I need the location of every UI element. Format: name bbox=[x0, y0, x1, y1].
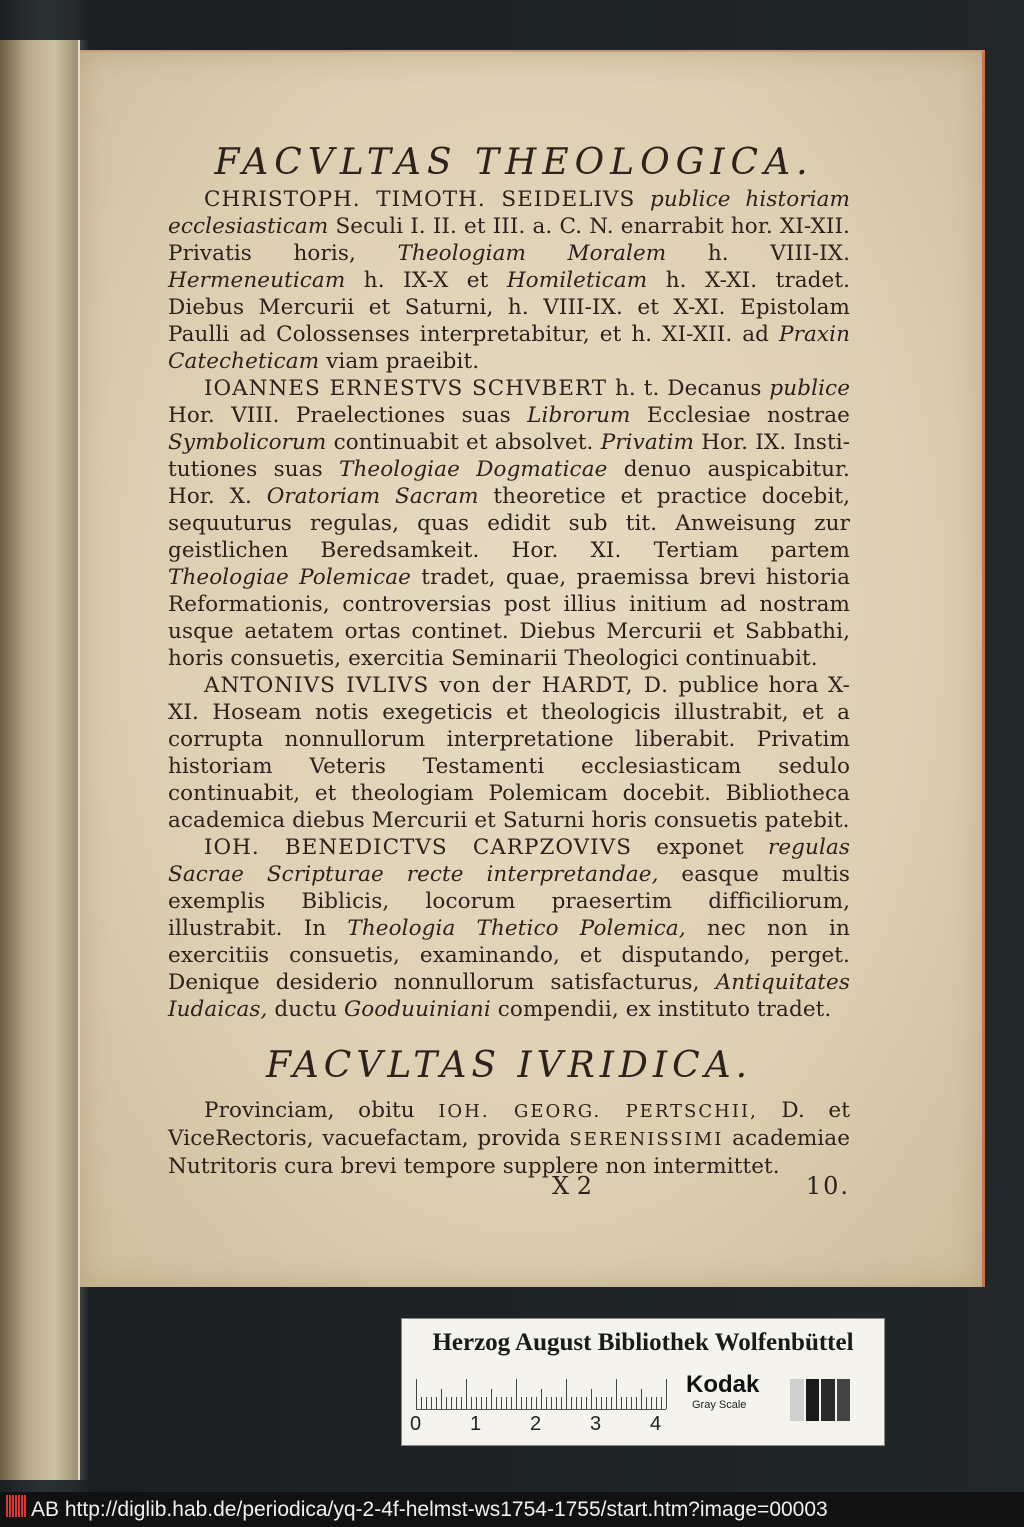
ruler-tick bbox=[616, 1379, 617, 1409]
scale-label: 3 bbox=[590, 1413, 602, 1435]
ruler-tick bbox=[636, 1397, 637, 1409]
scale-ruler bbox=[416, 1375, 666, 1410]
ruler-tick bbox=[491, 1389, 492, 1409]
ruler-tick bbox=[666, 1379, 667, 1409]
color-calibration-card bbox=[401, 1318, 885, 1446]
professor-name: ANTONIVS IVLIVS von der HARDT, D. bbox=[204, 673, 669, 698]
source-url: http://diglib.hab.de/periodica/yq-2-4f-helmst-ws1754-1755/start.htm?image=00003 bbox=[64, 1498, 828, 1521]
page-text bbox=[168, 140, 850, 1180]
ruler-tick bbox=[641, 1389, 642, 1409]
ruler-tick bbox=[511, 1397, 512, 1409]
page-number: 10. bbox=[805, 1172, 850, 1200]
ruler-tick bbox=[456, 1397, 457, 1409]
scale-label: 1 bbox=[470, 1413, 482, 1435]
ruler-tick bbox=[431, 1397, 432, 1409]
ruler-tick bbox=[601, 1397, 602, 1409]
ruler-tick bbox=[611, 1397, 612, 1409]
ruler-tick bbox=[571, 1397, 572, 1409]
signature-mark: X 2 bbox=[552, 1172, 592, 1200]
ruler-tick bbox=[486, 1397, 487, 1409]
ruler-tick bbox=[546, 1397, 547, 1409]
ruler-tick bbox=[481, 1397, 482, 1409]
ruler-tick bbox=[476, 1397, 477, 1409]
heading-theology: FACVLTAS THEOLOGICA. bbox=[214, 142, 814, 183]
page-footer bbox=[168, 1172, 850, 1208]
ruler-tick bbox=[586, 1397, 587, 1409]
ruler-tick bbox=[466, 1379, 467, 1409]
ruler-tick bbox=[536, 1397, 537, 1409]
scale-labels bbox=[410, 1413, 680, 1437]
scale-label: 4 bbox=[650, 1413, 662, 1435]
ruler-tick bbox=[516, 1379, 517, 1409]
professor-name: IOH. BENEDICTVS CARPZOVIVS bbox=[204, 835, 632, 860]
ruler-tick bbox=[591, 1389, 592, 1409]
ruler-tick bbox=[521, 1397, 522, 1409]
paragraph-carpzovius: IOH. BENEDICTVS CARPZOVIVS exponet regulas Sacrae Scripturae recte interpretandae, easque multis exemplis Biblicis, locorum praesertim difficiliorum, illustrabit. In Theologia Thetico Polemica, nec non in exercitiis consuetis, examinando, et disputando, perget. Denique desiderio nonnullorum satisfacturus, Antiquitates Iudaicas, ductu Gooduuiniani compendii, ex instituto tradet. bbox=[168, 835, 851, 1022]
ruler-tick bbox=[461, 1397, 462, 1409]
ruler-tick bbox=[541, 1389, 542, 1409]
gray-scale-swatch bbox=[790, 1379, 850, 1421]
ruler-tick bbox=[501, 1397, 502, 1409]
paragraph-seidelius: CHRISTOPH. TIMOTH. SEIDELIVS publice historiam ecclesiasticam Seculi I. II. et III. a. C. N. enarrabit hor. XI-XII. Privatis horis, Theologiam Moralem h. VIII-IX. Hermeneuticam h. IX-X et Homileticam h. X-XI. tradet. Diebus Mercurii et Saturni, h. VIII-IX. et X-XI. Epistolam Paulli ad Colossenses interpretabitur, et h. XI-XII. ad Praxin Catecheticam viam praeibit. bbox=[168, 187, 851, 374]
ruler-tick bbox=[421, 1397, 422, 1409]
ruler-tick bbox=[446, 1397, 447, 1409]
professor-name: CHRISTOPH. TIMOTH. SEIDELIVS bbox=[204, 187, 636, 212]
ruler-tick bbox=[496, 1397, 497, 1409]
ruler-tick bbox=[436, 1397, 437, 1409]
ruler-tick bbox=[526, 1397, 527, 1409]
ruler-tick bbox=[451, 1397, 452, 1409]
professor-name: IOANNES ERNESTVS SCHVBERT bbox=[204, 376, 608, 401]
url-prefix: AB bbox=[31, 1498, 60, 1521]
scale-label: 0 bbox=[410, 1413, 422, 1435]
ruler-tick bbox=[631, 1397, 632, 1409]
ruler-tick bbox=[531, 1397, 532, 1409]
paragraph-schubert: IOANNES ERNESTVS SCHVBERT h. t. Decanus publice Hor. VIII. Praelectiones suas Librorum Ecclesiae nostrae Symbolicorum continuabit et absolvet. Privatim Hor. IX. Institutiones suas Theologiae Dogmaticae denuo auspicabitur. Hor. X. Oratoriam Sacram theoretice et practice docebit, sequuturus regulas, quas edidit sub tit. Anweisung zur geistlichen Beredsamkeit. Hor. XI. Tertiam partem Theologiae Polemicae tradet, quae, praemissa brevi historia Reformationis, controversias post illius initium ad nostram usque aetatem ortas continet. Diebus Mercurii et Sabbathi, horis consuetis, exercitia Seminarii Theologici continuabit. bbox=[168, 376, 851, 671]
url-bar bbox=[0, 1492, 1024, 1527]
paragraph-law: Provinciam, obitu IOH. GEORG. PERTSCHII, D. et ViceRectoris, vacuefactam, provida SERENISSIMI academiae Nutritoris cura brevi tempore supplere non intermittet. bbox=[168, 1098, 851, 1179]
ruler-tick bbox=[576, 1397, 577, 1409]
ruler-tick bbox=[506, 1397, 507, 1409]
ruler-tick bbox=[561, 1397, 562, 1409]
barcode-icon bbox=[6, 1493, 27, 1527]
ruler-tick bbox=[626, 1397, 627, 1409]
facing-page-edge bbox=[0, 40, 81, 1480]
heading-law: FACVLTAS IVRIDICA. bbox=[265, 1045, 753, 1086]
ruler-tick bbox=[606, 1397, 607, 1409]
ruler-tick bbox=[581, 1397, 582, 1409]
ruler-tick bbox=[661, 1397, 662, 1409]
ruler-tick bbox=[551, 1397, 552, 1409]
paragraph-hardt: ANTONIVS IVLIVS von der HARDT, D. publice hora X-XI. Hoseam notis exegeticis et theologicis illustrabit, et a corrupta nonnullorum interpretatione liberabit. Privatim historiam Veteris Testamenti ecclesiasticam sedulo continuabit, et theologiam Polemicam docebit. Bibliotheca academica diebus Mercurii et Saturni horis consuetis patebit. bbox=[168, 673, 850, 833]
ruler-tick bbox=[471, 1397, 472, 1409]
ruler-tick bbox=[651, 1397, 652, 1409]
ruler-tick bbox=[621, 1397, 622, 1409]
library-name: Herzog August Bibliothek Wolfenbüttel bbox=[432, 1329, 854, 1356]
ruler-tick bbox=[556, 1397, 557, 1409]
ruler-tick bbox=[416, 1379, 417, 1409]
gray-scale-label: Gray Scale bbox=[692, 1399, 747, 1411]
ruler-tick bbox=[656, 1397, 657, 1409]
scale-label: 2 bbox=[530, 1413, 542, 1435]
ruler-tick bbox=[566, 1379, 567, 1409]
ruler-tick bbox=[441, 1389, 442, 1409]
ruler-tick bbox=[596, 1397, 597, 1409]
ruler-tick bbox=[426, 1397, 427, 1409]
ruler-tick bbox=[646, 1397, 647, 1409]
kodak-logo: Kodak bbox=[686, 1371, 760, 1398]
